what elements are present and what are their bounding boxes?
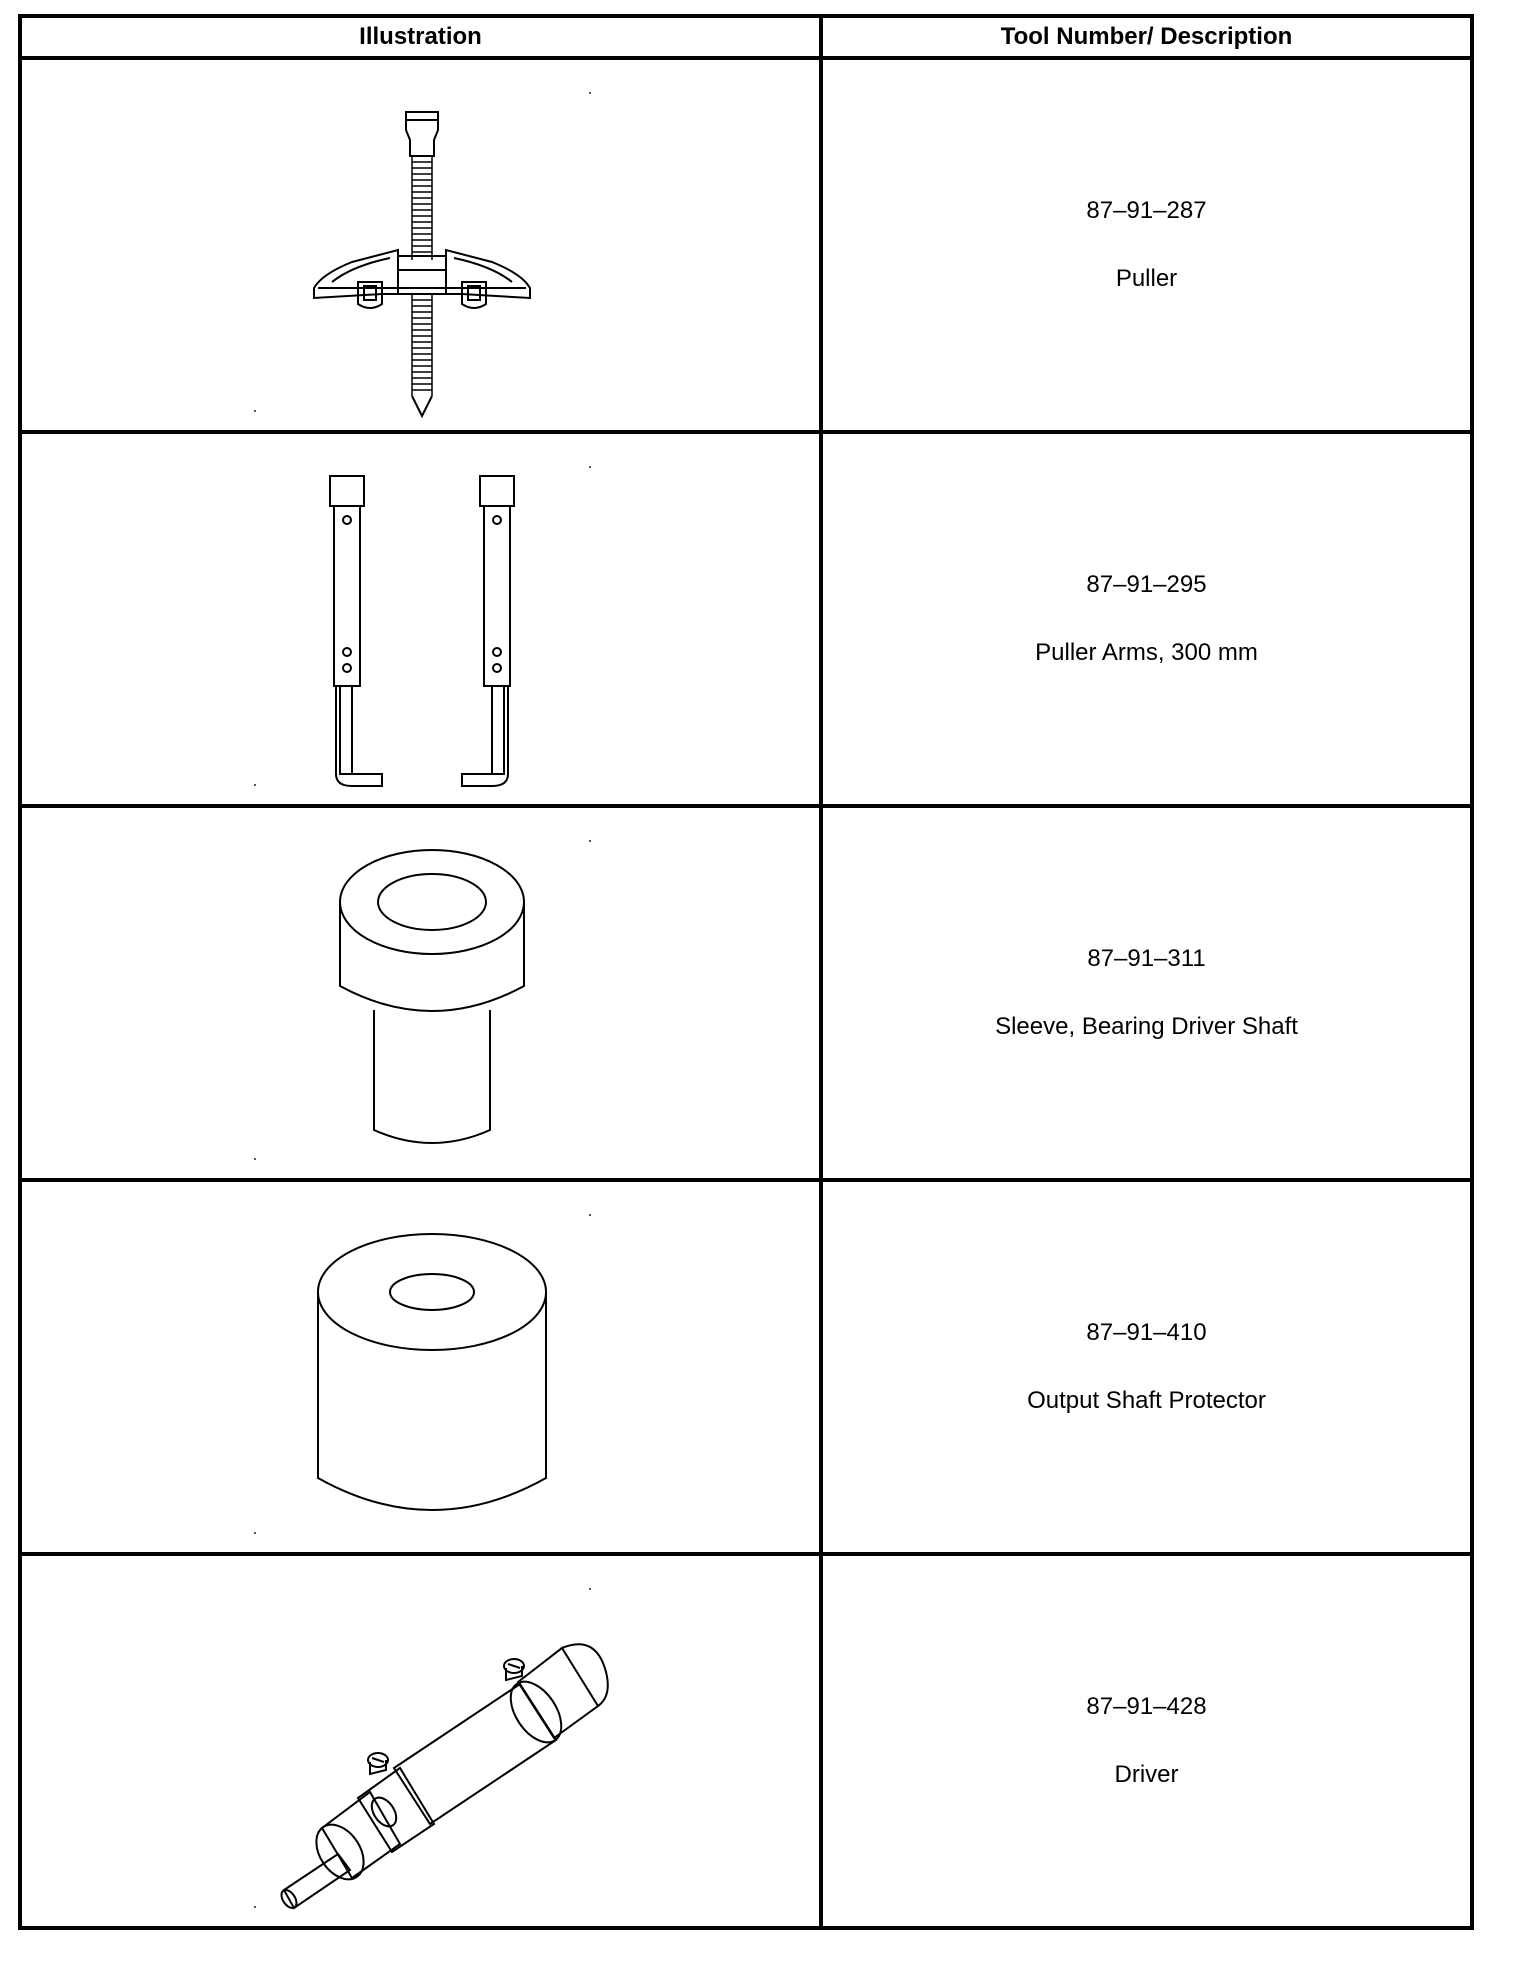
tool-description: Driver: [1114, 1761, 1179, 1788]
special-tools-table: [18, 14, 1474, 1930]
tool-description: Puller Arms, 300 mm: [1035, 639, 1258, 666]
description-cell: [821, 1180, 1472, 1554]
driver-icon: [22, 1556, 823, 1926]
tool-description: Sleeve, Bearing Driver Shaft: [995, 1013, 1298, 1040]
description-cell: [821, 1554, 1472, 1928]
illustration-cell: [20, 432, 821, 806]
illustration-cell: [20, 1554, 821, 1928]
table-row: [20, 1554, 1472, 1928]
tool-description: Puller: [1115, 265, 1178, 292]
tool-number: 87–91–295: [1086, 571, 1207, 598]
tool-number: 87–91–410: [1086, 1319, 1207, 1346]
header-row: [20, 16, 1472, 58]
illustration-cell: [20, 806, 821, 1180]
tool-description: Output Shaft Protector: [1027, 1387, 1266, 1414]
illustration-header: Illustration: [20, 16, 821, 58]
tool-number: 87–91–311: [1087, 945, 1206, 972]
description-header: Tool Number/ Description: [821, 16, 1472, 58]
shaft-protector-icon: [22, 1182, 823, 1552]
puller-arms-icon: [22, 434, 823, 804]
table-row: [20, 1180, 1472, 1554]
illustration-cell: [20, 58, 821, 432]
table-row: [20, 58, 1472, 432]
puller-icon: [22, 60, 823, 430]
description-cell: [821, 58, 1472, 432]
table-row: [20, 432, 1472, 806]
sleeve-icon: [22, 808, 823, 1178]
tool-number: 87–91–428: [1086, 1693, 1207, 1720]
table-row: [20, 806, 1472, 1180]
description-cell: [821, 432, 1472, 806]
tool-number: 87–91–287: [1086, 197, 1207, 224]
description-cell: [821, 806, 1472, 1180]
illustration-cell: [20, 1180, 821, 1554]
